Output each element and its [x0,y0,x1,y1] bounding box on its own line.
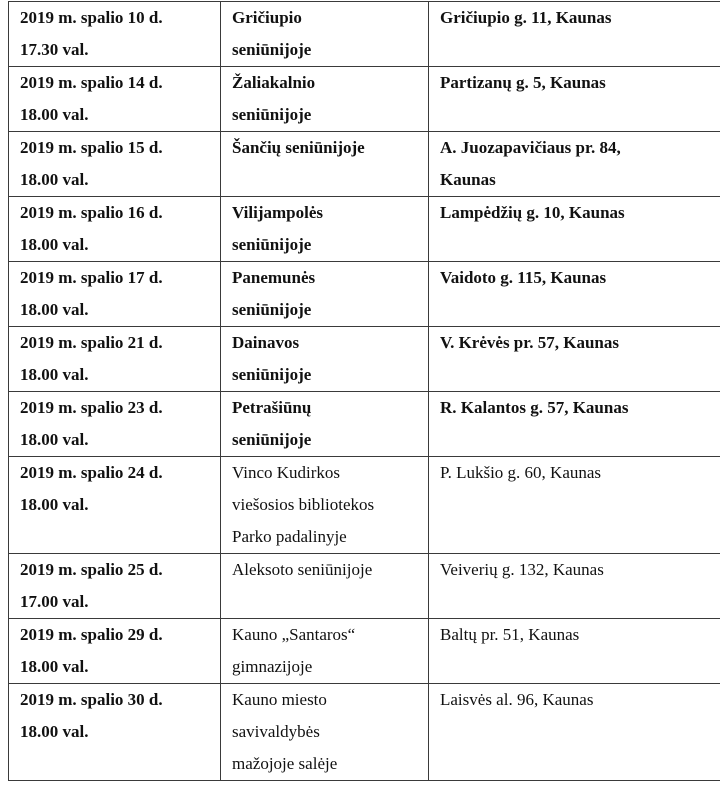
address-cell-text: Baltų pr. 51, Kaunas [440,625,580,644]
address-cell-text: Lampėdžių g. 10, Kaunas [440,203,625,222]
date-time-cell [9,197,221,262]
address-cell [429,392,720,457]
table-row [9,392,720,457]
date-time-cell [9,684,221,781]
venue-cell [221,2,429,67]
address-cell [429,327,720,392]
venue-cell [221,554,429,619]
table-row [9,684,720,781]
venue-cell [221,619,429,684]
address-cell [429,457,720,554]
venue-cell-text: Šančių seniūnijoje [232,138,365,157]
venue-cell-text: Aleksoto seniūnijoje [232,560,373,579]
date-time-cell-text: 2019 m. spalio 24 d. 18.00 val. [20,463,163,514]
date-time-cell-text: 2019 m. spalio 30 d. 18.00 val. [20,690,163,741]
table-row [9,554,720,619]
date-time-cell [9,2,221,67]
address-cell [429,684,720,781]
venue-cell-text: Vilijampolės seniūnijoje [232,203,323,254]
table-row [9,197,720,262]
date-time-cell-text: 2019 m. spalio 16 d. 18.00 val. [20,203,163,254]
venue-cell-text: Petrašiūnų seniūnijoje [232,398,312,449]
venue-cell-text: Žaliakalnio seniūnijoje [232,73,316,124]
date-time-cell-text: 2019 m. spalio 21 d. 18.00 val. [20,333,163,384]
date-time-cell-text: 2019 m. spalio 17 d. 18.00 val. [20,268,163,319]
venue-cell-text: Dainavos seniūnijoje [232,333,312,384]
venue-cell-text: Panemunės seniūnijoje [232,268,316,319]
address-cell-text: A. Juozapavičiaus pr. 84, Kaunas [440,138,621,189]
table-row [9,262,720,327]
date-time-cell-text: 2019 m. spalio 10 d. 17.30 val. [20,8,163,59]
venue-cell [221,262,429,327]
date-time-cell [9,327,221,392]
venue-cell [221,67,429,132]
venue-cell [221,132,429,197]
address-cell-text: Laisvės al. 96, Kaunas [440,690,594,709]
address-cell-text: Gričiupio g. 11, Kaunas [440,8,612,27]
venue-cell [221,457,429,554]
venue-cell-text: Kauno „Santaros“ gimnazijoje [232,625,356,676]
address-cell-text: Partizanų g. 5, Kaunas [440,73,606,92]
date-time-cell [9,554,221,619]
date-time-cell [9,392,221,457]
venue-cell [221,392,429,457]
address-cell-text: R. Kalantos g. 57, Kaunas [440,398,629,417]
meeting-schedule-table [8,1,720,781]
venue-cell [221,197,429,262]
venue-cell [221,327,429,392]
address-cell [429,554,720,619]
date-time-cell-text: 2019 m. spalio 29 d. 18.00 val. [20,625,163,676]
table-row [9,619,720,684]
address-cell-text: P. Lukšio g. 60, Kaunas [440,463,602,482]
address-cell [429,619,720,684]
address-cell [429,197,720,262]
date-time-cell [9,132,221,197]
table-row [9,67,720,132]
date-time-cell-text: 2019 m. spalio 14 d. 18.00 val. [20,73,163,124]
date-time-cell-text: 2019 m. spalio 23 d. 18.00 val. [20,398,163,449]
venue-cell-text: Kauno miesto savivaldybės mažojoje salėje [232,690,338,773]
address-cell [429,262,720,327]
schedule-table-body [9,2,720,781]
address-cell-text: V. Krėvės pr. 57, Kaunas [440,333,619,352]
table-row [9,327,720,392]
date-time-cell-text: 2019 m. spalio 15 d. 18.00 val. [20,138,163,189]
venue-cell-text: Gričiupio seniūnijoje [232,8,312,59]
table-row [9,457,720,554]
venue-cell-text: Vinco Kudirkos viešosios bibliotekos Parko padalinyje [232,463,375,546]
date-time-cell [9,619,221,684]
address-cell-text: Veiverių g. 132, Kaunas [440,560,604,579]
address-cell [429,132,720,197]
table-row [9,2,720,67]
date-time-cell-text: 2019 m. spalio 25 d. 17.00 val. [20,560,163,611]
date-time-cell [9,67,221,132]
address-cell [429,2,720,67]
date-time-cell [9,262,221,327]
table-row [9,132,720,197]
venue-cell [221,684,429,781]
date-time-cell [9,457,221,554]
address-cell [429,67,720,132]
address-cell-text: Vaidoto g. 115, Kaunas [440,268,607,287]
